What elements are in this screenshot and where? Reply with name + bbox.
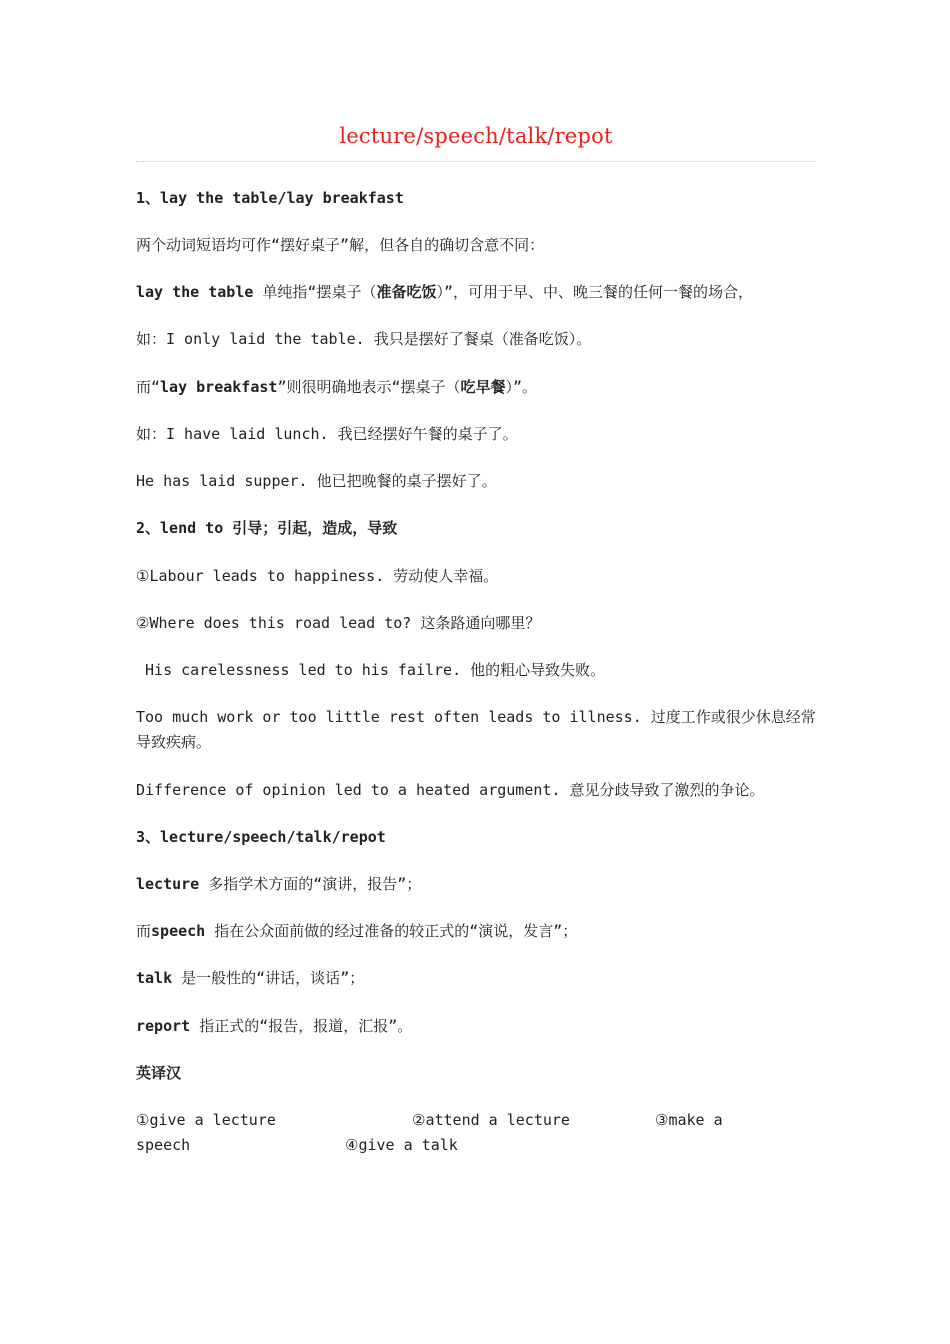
paragraph-text: 是一般性的“讲话，谈话”；: [172, 969, 365, 987]
section-3-heading: 3、lecture/speech/talk/repot: [136, 828, 386, 846]
emphasis-text: 准备吃饭: [376, 283, 437, 301]
section-1-paragraph-2: [136, 377, 537, 397]
section-2-example-4: Too much work or too little rest often leads to illness. 过度工作或很少休息经常导致疾病。: [136, 708, 816, 751]
term-speech: speech: [151, 922, 206, 940]
paragraph-text: ）”。: [505, 378, 538, 396]
section-2-example-3: His carelessness led to his failre. 他的粗心导致失败。: [136, 661, 606, 679]
section-3-paragraph-1: [136, 874, 421, 894]
term-talk: talk: [136, 969, 173, 987]
paragraph-text: 指正式的“报告，报道，汇报”。: [190, 1017, 413, 1035]
title-divider: [136, 161, 816, 162]
exercise-item-2: ②attend a lecture: [412, 1111, 570, 1129]
paragraph-text: 单纯指“摆桌子（: [253, 283, 377, 301]
paragraph-text: ”则很明确地表示“摆桌子（: [277, 378, 461, 396]
section-1-example-3: He has laid supper. 他已把晚餐的桌子摆好了。: [136, 472, 497, 490]
paragraph-text: 而“: [136, 378, 161, 396]
exercise-item-3-continued: speech: [136, 1136, 191, 1154]
term-lecture: lecture: [136, 875, 200, 893]
exercise-item-4: ④give a talk: [345, 1136, 458, 1154]
section-2-example-1: ①Labour leads to happiness. 劳动使人幸福。: [136, 567, 499, 585]
term-lay-breakfast: lay breakfast: [160, 378, 278, 396]
paragraph-text: ）”，可用于早、中、晚三餐的任何一餐的场合，: [436, 283, 754, 301]
emphasis-text: 吃早餐: [460, 378, 506, 396]
exercise-item-3: ③make a: [655, 1111, 723, 1129]
paragraph-text: 多指学术方面的“演讲，报告”；: [199, 875, 422, 893]
exercise-heading: 英译汉: [136, 1064, 182, 1082]
section-3-paragraph-2: [136, 921, 577, 941]
exercise-item-1: ①give a lecture: [136, 1111, 276, 1129]
section-1-example-2: 如：I have laid lunch. 我已经摆好午餐的桌子了。: [136, 425, 518, 443]
section-2-example-2: ②Where does this road lead to? 这条路通向哪里？: [136, 614, 541, 632]
paragraph-text: 而: [136, 922, 152, 940]
section-1-paragraph-1: [136, 282, 753, 302]
section-3-paragraph-3: [136, 968, 364, 988]
section-2-heading: 2、lend to 引导；引起，造成，导致: [136, 519, 398, 537]
section-3-paragraph-4: [136, 1016, 412, 1036]
term-lay-the-table: lay the table: [136, 283, 254, 301]
section-1-heading: 1、lay the table/lay breakfast: [136, 189, 404, 207]
section-1-intro: 两个动词短语均可作“摆好桌子”解，但各自的确切含意不同：: [136, 236, 545, 254]
page-title: lecture/speech/talk/repot: [339, 124, 613, 148]
term-report: report: [136, 1017, 191, 1035]
section-1-example-1: 如：I only laid the table. 我只是摆好了餐桌（准备吃饭）。: [136, 330, 592, 348]
section-2-example-5: Difference of opinion led to a heated argument. 意见分歧导致了激烈的争论。: [136, 781, 765, 799]
paragraph-text: 指在公众面前做的经过准备的较正式的“演说，发言”；: [205, 922, 578, 940]
